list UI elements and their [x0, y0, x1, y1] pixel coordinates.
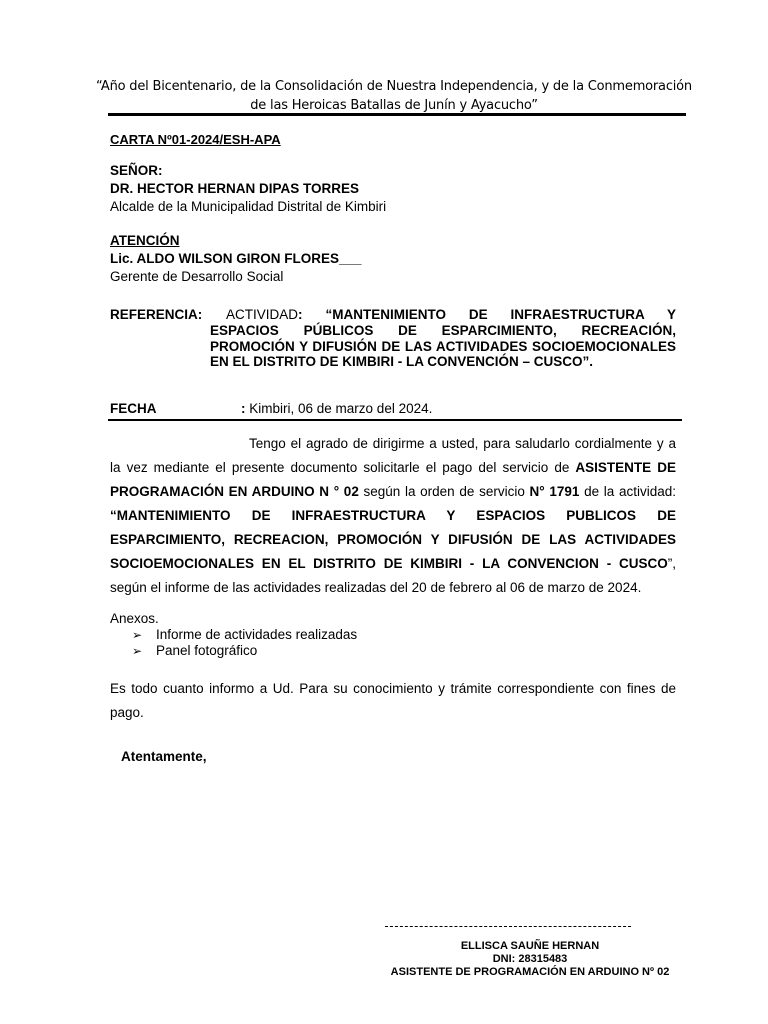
- attention-title: Gerente de Desarrollo Social: [110, 269, 284, 284]
- date-colon: :: [241, 401, 246, 416]
- reference-label: REFERENCIA:: [110, 307, 203, 322]
- signer-dni: DNI: 28315483: [492, 953, 568, 965]
- service-name: ASISTENTE DE PROGRAMACIÓN EN ARDUINO N ° 02: [110, 460, 676, 499]
- signer-name: ELLISCA SAUÑE HERNAN: [460, 940, 600, 952]
- closing-paragraph: Es todo cuanto informo a Ud. Para su conocimiento y trámite correspondiente con fines de pago.: [110, 681, 676, 720]
- annex-item-label: Panel fotográfico: [156, 643, 258, 658]
- signer-role: ASISTENTE DE PROGRAMACIÓN EN ARDUINO Nº 02: [390, 966, 670, 978]
- annex-item-label: Informe de actividades realizadas: [156, 627, 358, 642]
- letter-number: CARTA Nº01-2024/ESH-APA: [110, 132, 281, 147]
- date-value: Kimbiri, 06 de marzo del 2024.: [249, 401, 433, 416]
- reference-prefix: ACTIVIDAD: [226, 307, 299, 322]
- signature-line: [385, 926, 631, 927]
- arrowhead-bullet-icon: ➢: [132, 644, 143, 658]
- body-text-2: según la orden de servicio: [358, 484, 530, 499]
- date-value-line: [241, 401, 432, 416]
- attention-label: ATENCIÓN: [110, 233, 180, 248]
- attention-block: [110, 232, 362, 286]
- list-item: [110, 627, 357, 643]
- annexes-block: [110, 611, 357, 659]
- reference-title-start: “MANTENIMIENTO DE INFRAESTRUCTURA Y: [325, 307, 676, 322]
- activity-name: “MANTENIMIENTO DE INFRAESTRUCTURA Y ESPACIOS PUBLICOS DE ESPARCIMIENTO, RECREACION, PROMOCIÓN Y DIFUSIÓN DE LAS ACTIVIDADES SOCIOEMOCIONALES EN EL DISTRITO DE KIMBIRI - LA CONVENCION - CUSCO: [110, 508, 676, 571]
- signature-block: [375, 940, 685, 979]
- body-paragraph: [110, 432, 676, 600]
- reference-title-rest: ESPACIOS PÚBLICOS DE ESPARCIMIENTO, RECREACIÓN, PROMOCIÓN Y DIFUSIÓN DE LAS ACTIVIDADES SOCIOEMOCIONALES EN EL DISTRITO DE KIMBIRI - LA CONVENCIÓN – CUSCO”.: [210, 323, 676, 369]
- farewell: Atentamente,: [121, 749, 207, 764]
- body-text-3: de la actividad:: [579, 484, 676, 499]
- date-label: FECHA: [110, 401, 157, 416]
- annexes-label: Anexos.: [110, 611, 159, 626]
- header-divider: [108, 113, 686, 116]
- body-text-1: Tengo el agrado de dirigirme a usted, para saludarlo cordialmente y a la vez mediante el presente documento solicitarle el pago del servicio de: [110, 436, 676, 475]
- annexes-list: [110, 627, 357, 659]
- attention-name: Lic. ALDO WILSON GIRON FLORES___: [110, 251, 362, 266]
- arrowhead-bullet-icon: ➢: [132, 628, 143, 642]
- recipient-name: DR. HECTOR HERNAN DIPAS TORRES: [110, 181, 360, 196]
- date-divider: [108, 419, 682, 421]
- list-item: [110, 643, 357, 659]
- year-motto: “Año del Bicentenario, de la Consolidación de Nuestra Independencia, y de la Conmemoración de las Heroicas Batallas de Junín y Ayacucho”: [96, 79, 692, 113]
- recipient-salutation: SEÑOR:: [110, 163, 163, 178]
- body-text-4: ”, según el informe de las actividades realizadas del 20 de febrero al 06 de marzo de 2024.: [110, 556, 676, 595]
- reference-first-line: [226, 307, 676, 322]
- service-order-number: N° 1791: [529, 484, 580, 499]
- reference-colon: :: [298, 307, 303, 322]
- recipient-title: Alcalde de la Municipalidad Distrital de Kimbiri: [110, 199, 387, 214]
- recipient-block: [110, 162, 386, 216]
